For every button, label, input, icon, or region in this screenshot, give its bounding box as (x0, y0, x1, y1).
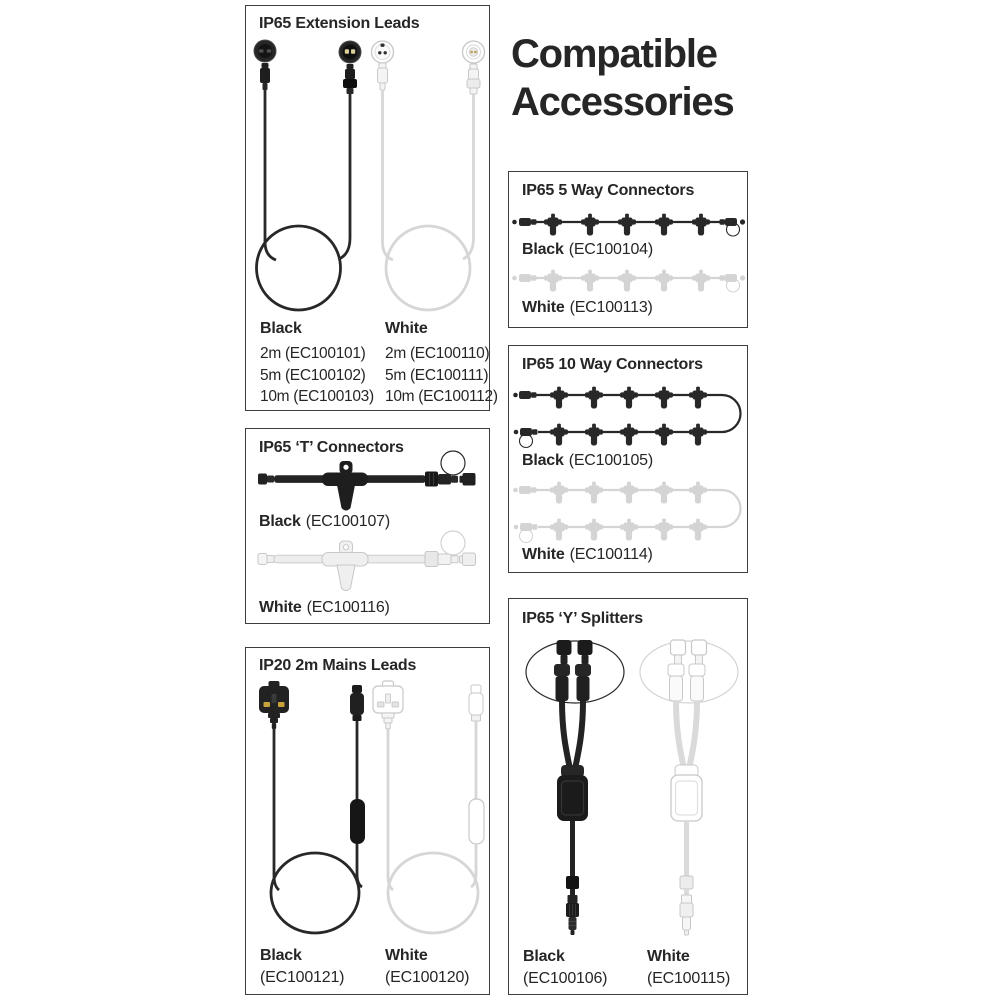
t-connectors-black-code: (EC100107) (305, 513, 390, 530)
extension-leads-title: IP65 Extension Leads (259, 15, 420, 32)
extension-lead-white-graphic (372, 41, 485, 310)
mains-lead-black-graphic (259, 681, 365, 933)
t-connectors-black-label (259, 513, 390, 531)
y-splitters-white-code: (EC100115) (647, 970, 731, 987)
y-splitters-white-name: White (647, 948, 690, 965)
page-title (511, 30, 734, 126)
panel-mains-leads (245, 647, 490, 995)
t-connector-white-graphic (258, 531, 476, 591)
ten-way-black-graphic (513, 387, 740, 448)
mains-lead-white-graphic (373, 681, 484, 933)
ten-way-white-name: White (522, 546, 565, 563)
extension-leads-black-item-5m: 5m (EC100102) (260, 366, 366, 384)
ten-way-black-label (522, 452, 653, 470)
five-way-white-code: (EC100113) (569, 299, 653, 316)
extension-leads-black-name: Black (260, 320, 302, 337)
five-way-white-graphic (512, 270, 745, 292)
y-splitter-white-graphic (640, 640, 738, 935)
y-splitter-black-graphic (526, 640, 624, 935)
extension-leads-black-item-10m: 10m (EC100103) (260, 388, 374, 405)
t-connectors-title: IP65 ‘T’ Connectors (259, 439, 404, 456)
extension-leads-black-item-2m: 2m (EC100101) (260, 345, 366, 362)
y-splitters-black-code: (EC100106) (523, 970, 608, 987)
extension-leads-white-list (385, 343, 498, 408)
t-connector-black-graphic (258, 451, 476, 511)
extension-leads-white-item-2m: 2m (EC100110) (385, 345, 490, 362)
mains-leads-white-name: White (385, 947, 428, 964)
mains-leads-black-code: (EC100121) (260, 969, 345, 986)
mains-leads-title: IP20 2m Mains Leads (259, 657, 417, 674)
five-way-black-label (522, 241, 653, 259)
five-way-black-graphic (512, 214, 745, 236)
five-way-title: IP65 5 Way Connectors (522, 182, 695, 199)
extension-leads-white-name: White (385, 320, 428, 337)
mains-leads-black-name: Black (260, 947, 302, 964)
five-way-black-code: (EC100104) (568, 241, 653, 258)
ten-way-white-graphic (513, 482, 740, 543)
ten-way-title: IP65 10 Way Connectors (522, 356, 703, 373)
y-splitters-black-name: Black (523, 948, 565, 965)
t-connectors-white-label (259, 599, 390, 617)
extension-leads-white-item-5m: 5m (EC100111) (385, 366, 489, 384)
y-splitters-illustration (509, 599, 746, 993)
panel-ten-way-connectors (508, 345, 748, 573)
panel-five-way-connectors (508, 171, 748, 328)
t-connectors-white-name: White (259, 599, 302, 616)
y-splitters-title: IP65 ‘Y’ Splitters (522, 610, 643, 627)
panel-y-splitters (508, 598, 748, 995)
t-connectors-black-name: Black (259, 513, 301, 530)
five-way-black-name: Black (522, 241, 564, 258)
ten-way-white-label (522, 546, 653, 564)
extension-leads-white-item-10m: 10m (EC100112) (385, 388, 498, 405)
ten-way-white-code: (EC100114) (569, 546, 653, 563)
ten-way-black-name: Black (522, 452, 564, 469)
t-connectors-white-code: (EC100116) (306, 599, 390, 616)
mains-leads-illustration (246, 648, 488, 993)
panel-t-connectors (245, 428, 490, 624)
panel-extension-leads (245, 5, 498, 411)
five-way-white-label (522, 299, 653, 317)
page-title-line1: Compatible (511, 32, 717, 76)
extension-lead-black-graphic (254, 40, 361, 310)
five-way-white-name: White (522, 299, 565, 316)
page-title-line2: Accessories (511, 80, 734, 124)
mains-leads-white-code: (EC100120) (385, 969, 470, 986)
extension-leads-black-list (260, 343, 374, 408)
ten-way-black-code: (EC100105) (568, 452, 653, 469)
